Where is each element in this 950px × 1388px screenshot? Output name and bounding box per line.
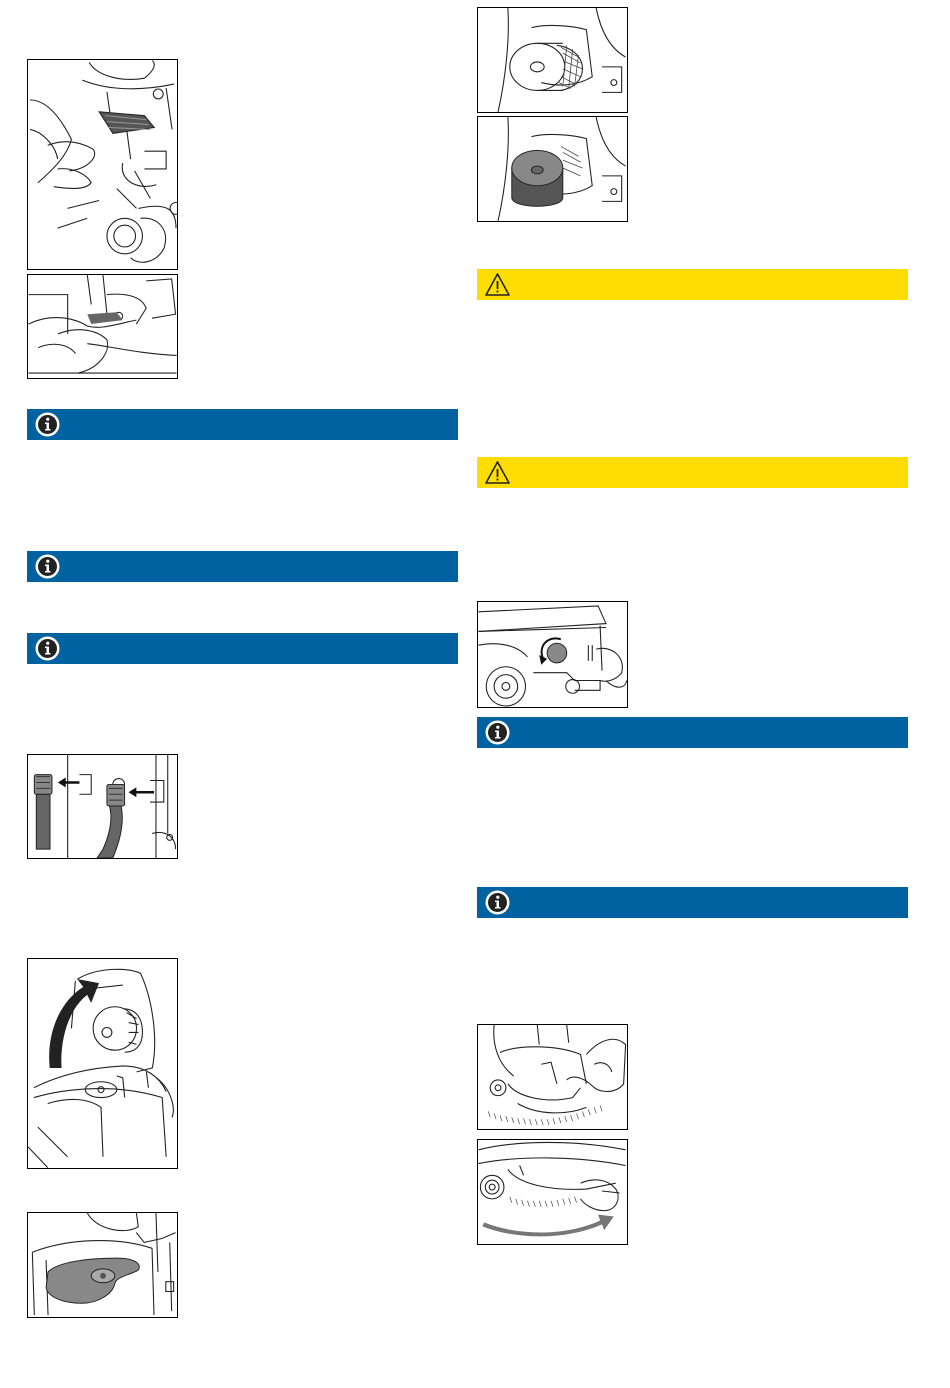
hoses-unhook-illustration bbox=[28, 755, 177, 858]
motor-filter-illustration bbox=[478, 8, 627, 112]
warning-notice-bar bbox=[477, 457, 908, 488]
info-icon bbox=[485, 720, 510, 745]
brush-rotation-arrow-illustration bbox=[478, 1140, 627, 1244]
figure-rear-wheel-knob bbox=[477, 601, 628, 708]
info-notice-bar bbox=[27, 551, 458, 582]
figure-vacuum-motor-filter bbox=[477, 7, 628, 113]
info-icon bbox=[35, 636, 60, 661]
info-notice-bar bbox=[27, 409, 458, 440]
motor-filter-cover-illustration bbox=[478, 117, 627, 221]
figure-vacuum-motor-filter-cover bbox=[477, 116, 628, 222]
figure-brush-head-hand bbox=[477, 1024, 628, 1130]
brush-head-illustration bbox=[478, 1025, 627, 1129]
info-notice-bar bbox=[477, 717, 908, 748]
info-icon bbox=[35, 554, 60, 579]
tank-interior-illustration bbox=[28, 1213, 177, 1317]
figure-tank-cover-open bbox=[27, 958, 178, 1169]
info-notice-bar bbox=[27, 633, 458, 664]
rotating-knob-illustration bbox=[478, 602, 627, 707]
info-icon bbox=[485, 890, 510, 915]
figure-hoses-removal bbox=[27, 754, 178, 859]
warning-triangle-icon bbox=[485, 460, 510, 485]
lid-open-arrow-illustration bbox=[28, 959, 177, 1168]
figure-tank-filter-tray bbox=[27, 1212, 178, 1318]
hand-under-machine-illustration bbox=[28, 275, 177, 378]
info-icon bbox=[35, 412, 60, 437]
warning-notice-bar bbox=[477, 269, 908, 300]
warning-triangle-icon bbox=[485, 272, 510, 297]
hand-pressing-pedal-illustration bbox=[28, 60, 177, 269]
figure-brush-deck-underside bbox=[27, 274, 178, 379]
figure-brush-pedal-release bbox=[27, 59, 178, 270]
figure-brush-rotation bbox=[477, 1139, 628, 1245]
info-notice-bar bbox=[477, 887, 908, 918]
